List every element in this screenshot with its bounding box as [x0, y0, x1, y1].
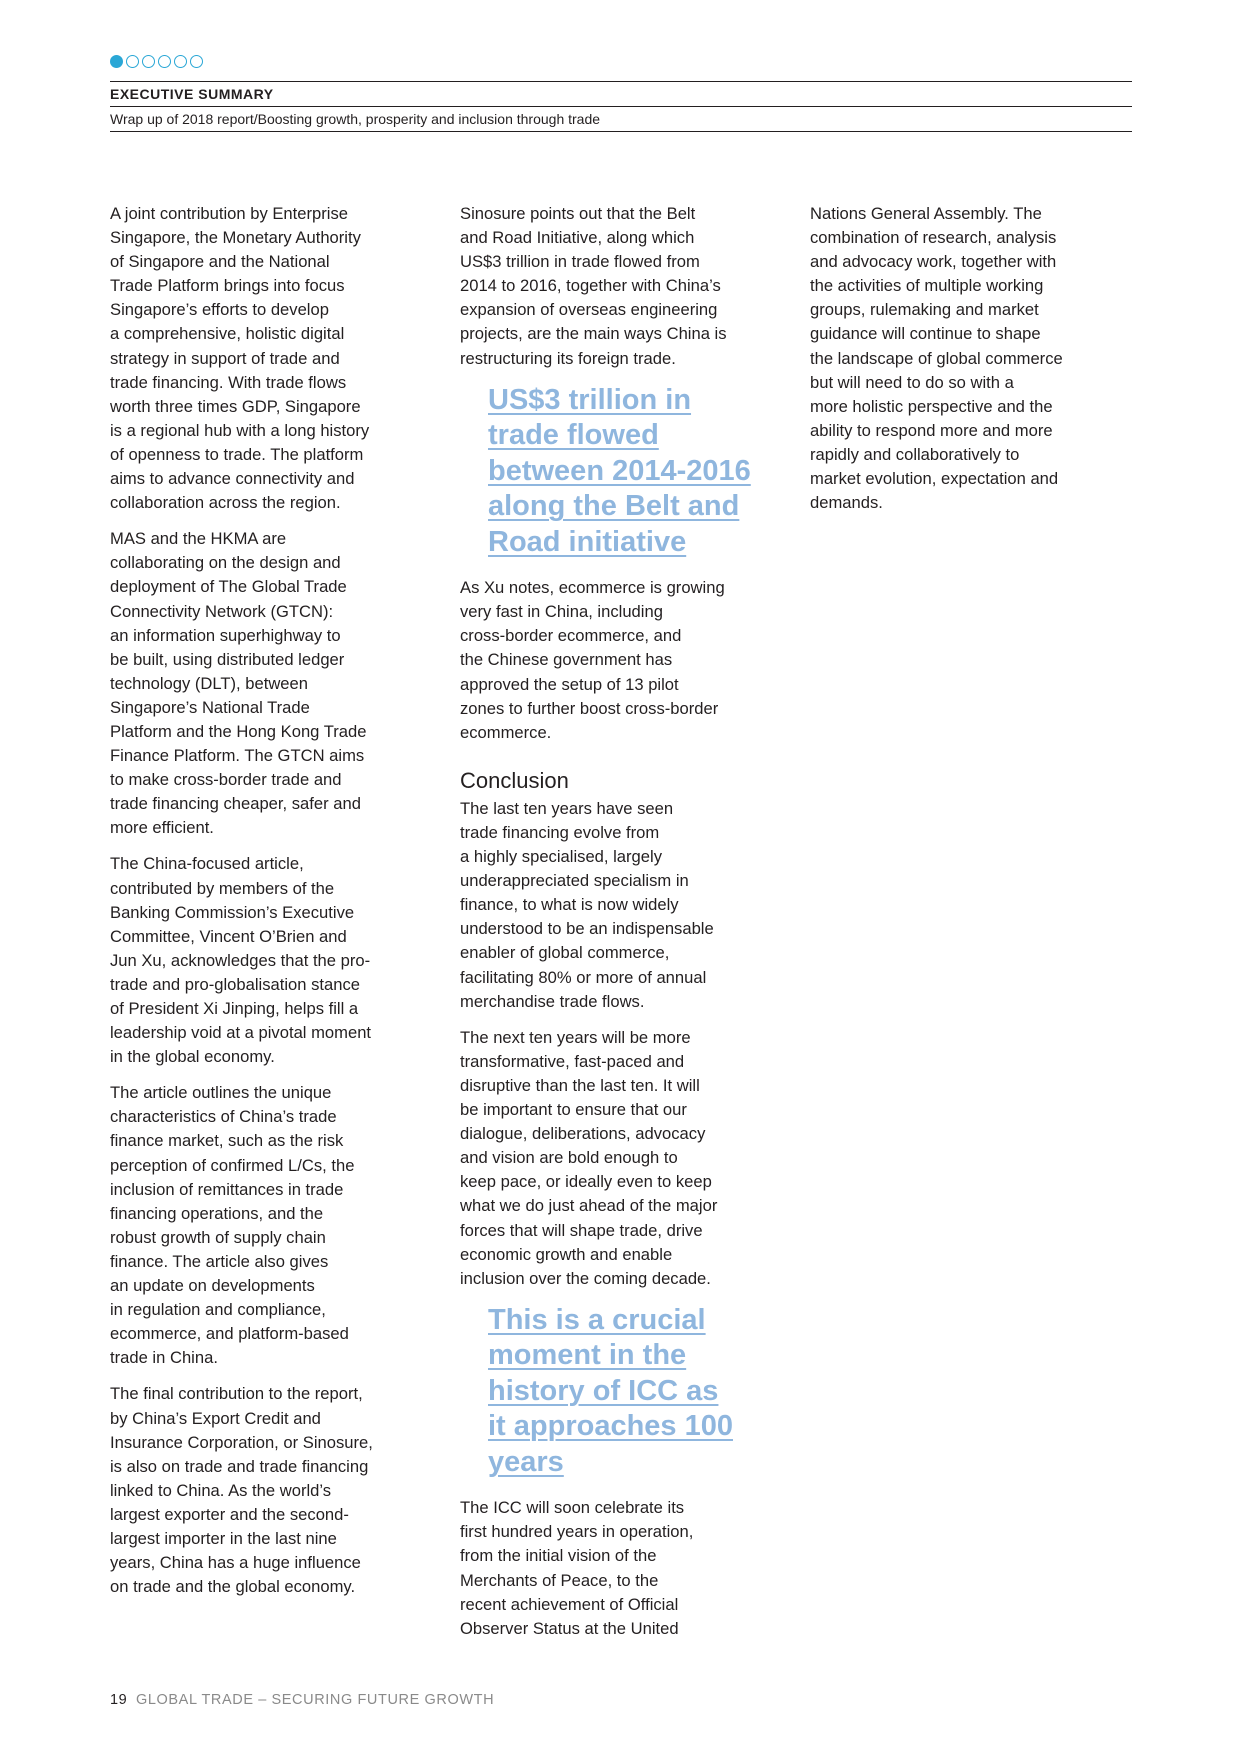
paragraph-conclusion-1: The last ten years have seen trade financing evolve from a highly specialised, largely underappreciated specialism in finance, to what is now widely understood to be an indispensable enabler of global commerce, facilitating 80% or more of annual merchandise trade flows. — [460, 798, 714, 1011]
paragraph-ecommerce: As Xu notes, ecommerce is growing very fast in China, including cross-border ecommerce, and the Chinese government has approved the setup of 13 pilot zones to further boost cross-border ecommerce. — [460, 578, 725, 742]
progress-dot — [142, 55, 155, 68]
paragraph-china-article: The China-focused article, contributed by members of the Banking Commission’s Executive Committee, Vincent O’Brien and Jun Xu, acknowledges that the pro- trade and pro-globalisation stance of President Xi Jinping, helps fill a leadership void at a pivotal moment in the global economy. — [110, 854, 372, 1067]
paragraph-icc: The ICC will soon celebrate its first hundred years in operation, from the initial vision of the Merchants of Peace, to the recent achievement of Official Observer Status at the United — [460, 1498, 694, 1638]
header-top-rule — [110, 81, 1132, 82]
progress-dot-active — [110, 55, 123, 68]
paragraph-gtcn: MAS and the HKMA are collaborating on the design and deployment of The Global Trade Connectivity Network (GTCN): an information superhighway to be built, using distributed ledger technology (DLT), between Singapore’s National Trade Platform and the Hong Kong Trade Finance Platform. The GTCN aims to make cross-border trade and trade financing cheaper, safer and more efficient. — [110, 529, 367, 838]
paragraph-conclusion-2: The next ten years will be more transformative, fast-paced and disruptive than the last ten. It will be important to ensure that our dialogue, deliberations, advocacy and vision are bold enough to keep pace, or ideally even to keep what we do just ahead of the major forces that will shape trade, drive economic growth and enable inclusion over the coming decade. — [460, 1027, 718, 1288]
progress-dot — [174, 55, 187, 68]
paragraph-un-assembly: Nations General Assembly. The combination of research, analysis and advocacy work, together with the activities of multiple working groups, rulemaking and market guidance will continue to shape the landscape of global commerce but will need to do so with a more holistic perspective and the ability to respond more and more rapidly and collaboratively to market evolution, expectation and demands. — [810, 204, 1063, 513]
pull-quote-icc: This is a crucial moment in the history of ICC as it approaches 100 years — [488, 1303, 733, 1478]
header-bottom-rule — [110, 131, 1132, 132]
column-1 — [110, 202, 440, 1611]
page-number: 19 — [110, 1692, 128, 1708]
column-2 — [460, 202, 790, 1653]
pull-quote-trade: US$3 trillion in trade flowed between 2014-2016 along the Belt and Road initiative — [488, 383, 751, 558]
paragraph-belt-road: Sinosure points out that the Belt and Road Initiative, along which US$3 trillion in trade flowed from 2014 to 2016, together with China’s expansion of overseas engineering projects, are the main ways China is restructuring its foreign trade. — [460, 204, 727, 368]
footer-title: GLOBAL TRADE – SECURING FUTURE GROWTH — [135, 1692, 495, 1708]
header-mid-rule — [110, 106, 1132, 107]
section-subtitle: Wrap up of 2018 report/Boosting growth, prosperity and inclusion through trade — [110, 111, 601, 127]
paragraph-singapore: A joint contribution by Enterprise Singapore, the Monetary Authority of Singapore and the National Trade Platform brings into focus Singapore’s efforts to develop a comprehensive, holistic digital strategy in support of trade and trade financing. With trade flows worth three times GDP, Singapore is a regional hub with a long history of openness to trade. The platform aims to advance connectivity and collaboration across the region. — [110, 204, 370, 513]
progress-dots — [110, 55, 203, 68]
progress-dot — [190, 55, 203, 68]
paragraph-china-market: The article outlines the unique characteristics of China’s trade finance market, such as the risk perception of confirmed L/Cs, the inclusion of remittances in trade financing operations, and the robust growth of supply chain finance. The article also gives an update on developments in regulation and compliance, ecommerce, and platform-based trade in China. — [110, 1083, 355, 1368]
conclusion-heading: Conclusion — [460, 767, 569, 793]
progress-dot — [126, 55, 139, 68]
column-3 — [810, 202, 1140, 527]
paragraph-sinosure: The final contribution to the report, by China’s Export Credit and Insurance Corporation, or Sinosure, is also on trade and trade financing linked to China. As the world’s largest exporter and the second- largest importer in the last nine years, China has a huge influence on trade and the global economy. — [110, 1384, 373, 1597]
page-footer — [110, 1692, 494, 1708]
progress-dot — [158, 55, 171, 68]
section-title: EXECUTIVE SUMMARY — [110, 86, 274, 102]
